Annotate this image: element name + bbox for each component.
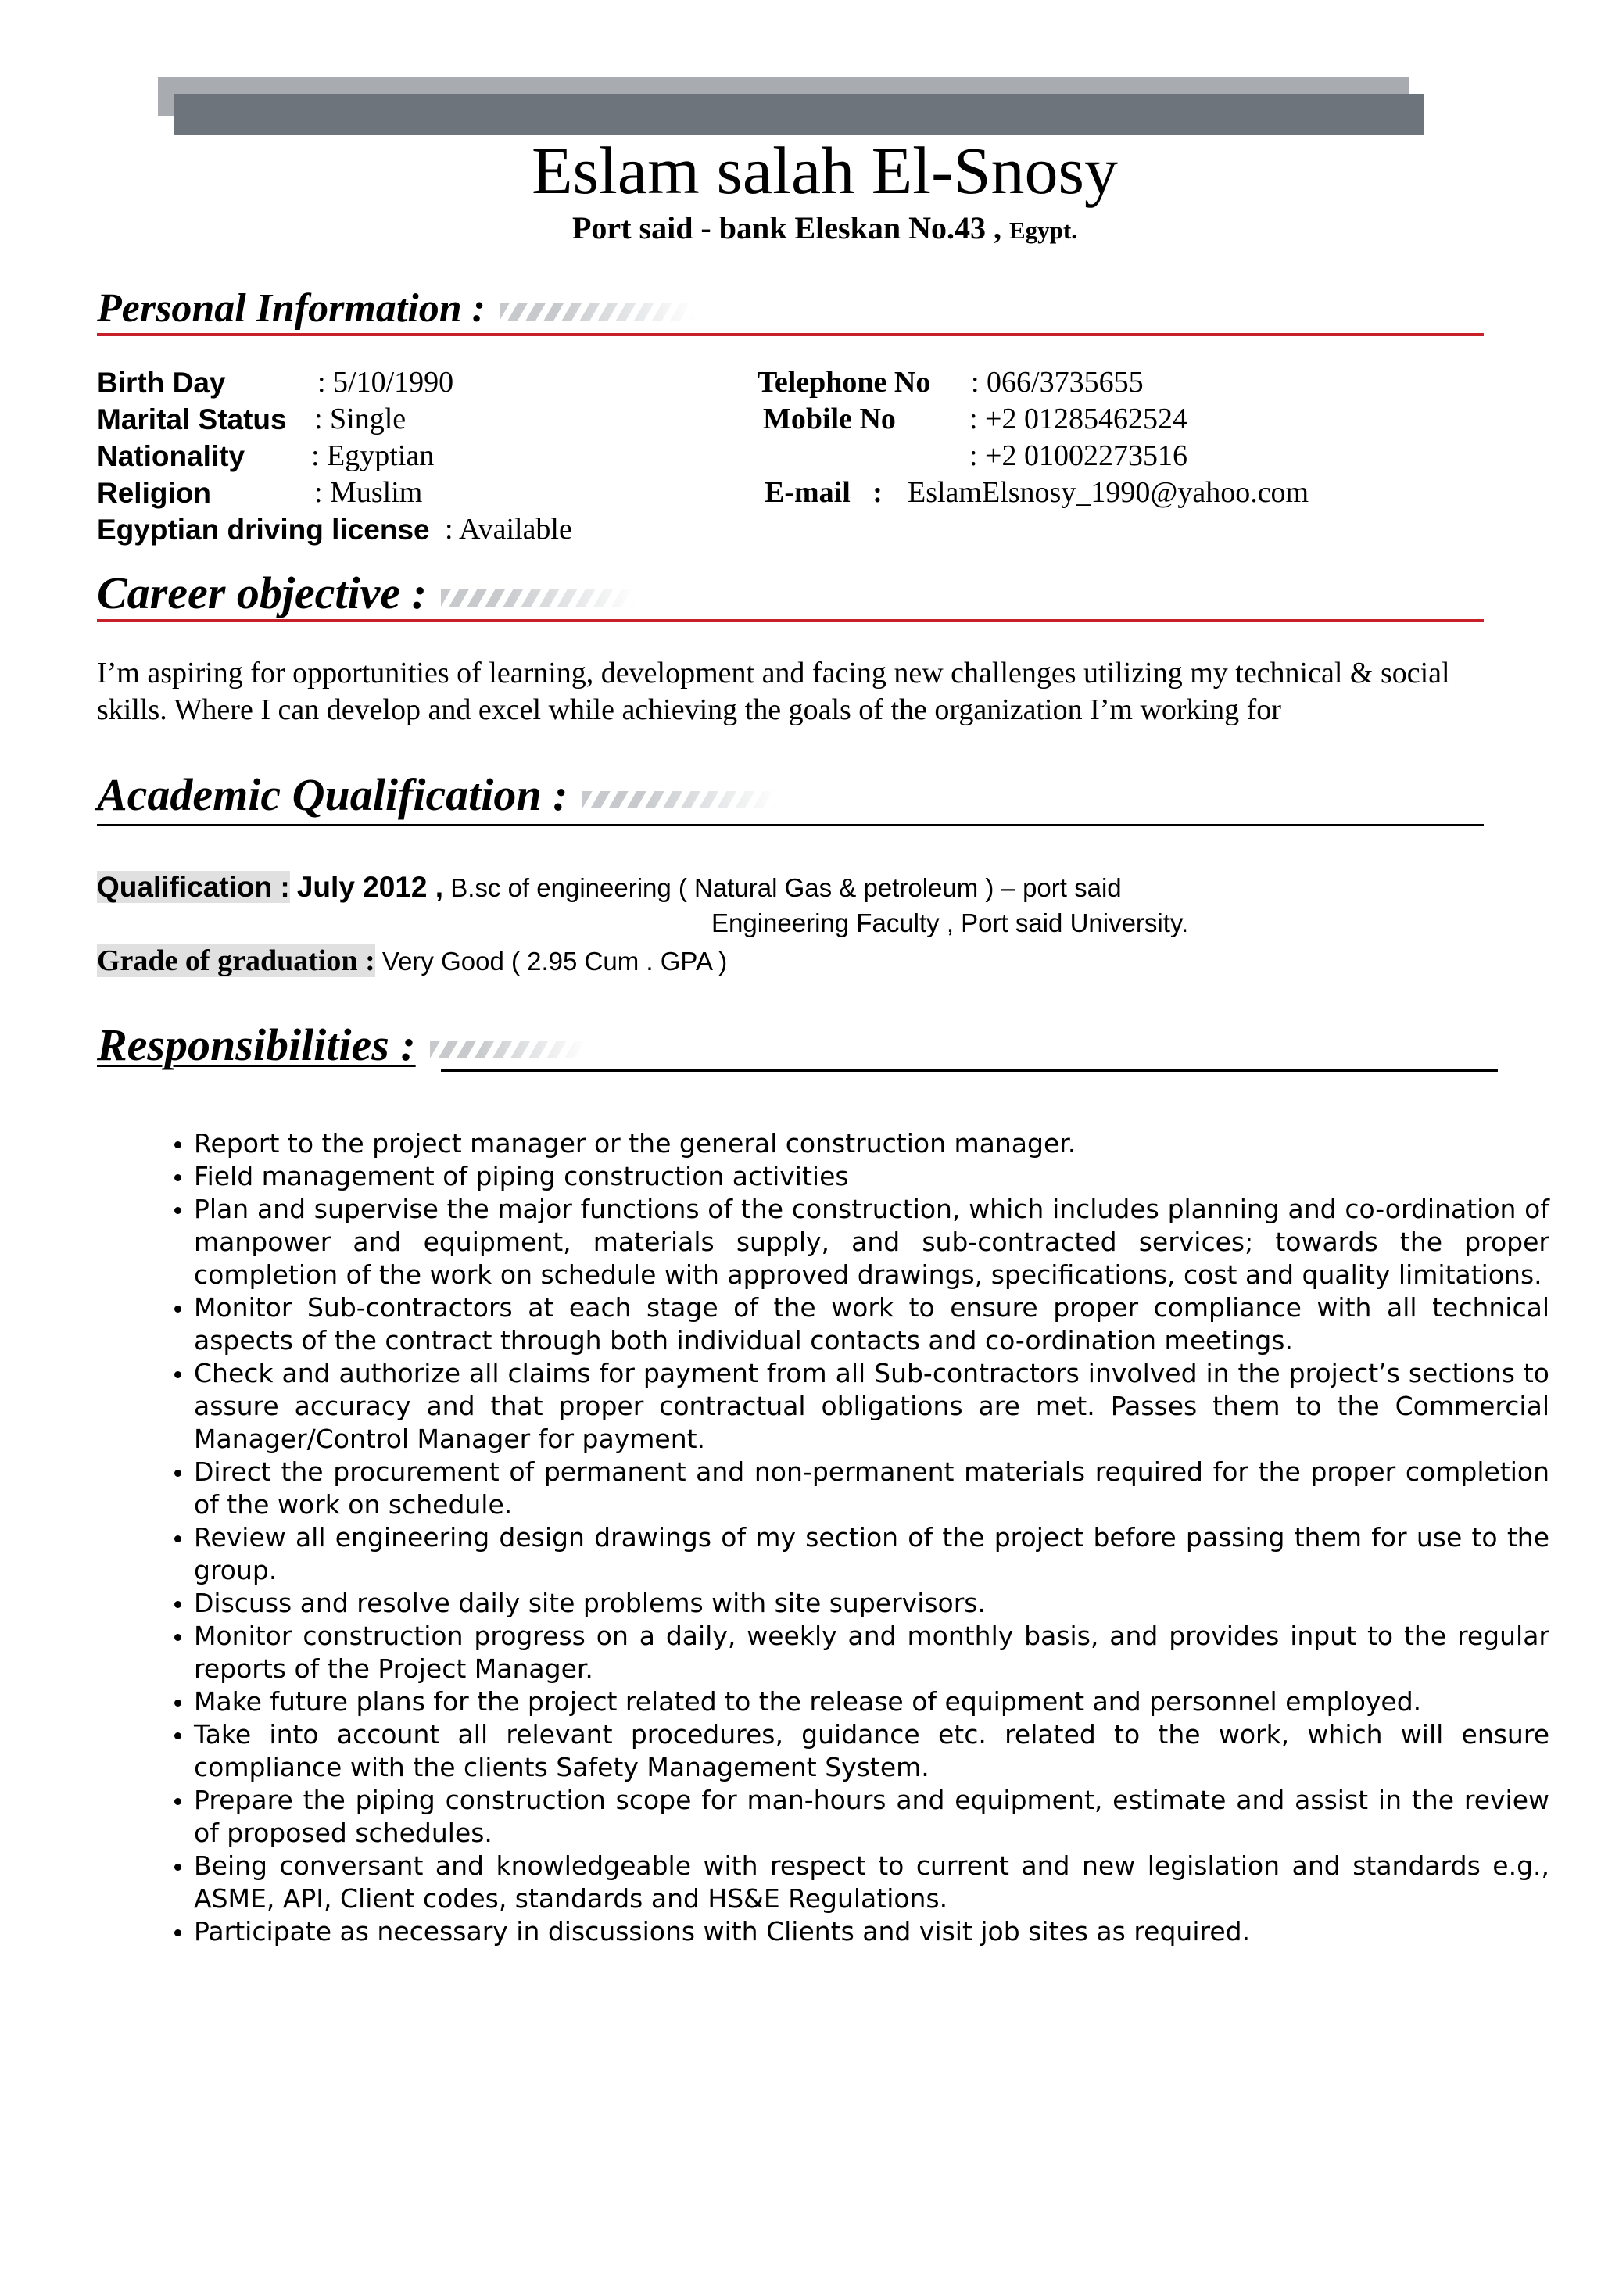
marital-status-value: : Single [314,403,407,435]
birth-day-value: : 5/10/1990 [317,366,454,399]
applicant-address [0,208,1601,251]
personal-info-heading-text: Personal Information : [97,286,485,331]
applicant-name: Eslam salah El-Snosy [531,133,1119,208]
mobile-value-1: : +2 01285462524 [969,403,1187,435]
religion-value: : Muslim [314,476,423,509]
telephone-value: : 066/3735655 [971,366,1144,399]
career-objective-heading [97,564,636,622]
telephone-label: Telephone No [758,366,931,399]
responsibilities-heading-text: Responsibilities : [97,1019,416,1070]
career-objective-text: I’m aspiring for opportunities of learning, development and facing new challenges utilizing my technical & social skills. Where I can develop and excel while achieving the goals of the organization I’m working for [97,657,1450,726]
responsibility-item: • Take into account all relevant procedures, guidance etc. related to the work, which will ensure compliance with the clients Safety Management System. [194,1718,1549,1784]
grade-label-colon: : [365,944,375,977]
heading-stripes-decoration [441,589,636,607]
personal-info-heading [97,281,695,336]
responsibilities-rule [441,1069,1498,1072]
career-objective-heading-text: Career objective : [97,568,427,618]
responsibility-item: • Monitor construction progress on a daily, weekly and monthly basis, and provides input to the regular reports of the Project Manager. [194,1620,1549,1685]
grade-value: Very Good ( 2.95 Cum . GPA ) [381,947,728,976]
qualification-label: Qualification : [97,871,290,903]
heading-stripes-decoration [430,1041,586,1058]
heading-stripes-decoration [500,303,695,321]
religion-label: Religion [97,477,211,509]
personal-info-rule [97,333,1484,336]
qualification-date: July 2012 , [296,871,444,903]
driving-license-label: Egyptian driving license [97,514,430,546]
grade-line [97,943,727,980]
responsibility-item: • Field management of piping construction activities [194,1160,1549,1193]
birth-day-label: Birth Day [97,367,226,399]
responsibility-item: • Direct the procurement of permanent and non-permanent materials required for the proper completion of the work on schedule. [194,1456,1549,1521]
grade-label-text: Grade of graduation [97,944,358,977]
responsibility-item: • Being conversant and knowledgeable with respect to current and new legislation and standards e.g., ASME, API, Client codes, standards and HS&E Regulations. [194,1850,1549,1915]
responsibility-item: • Plan and supervise the major functions of the construction, which includes planning and co-ordination of manpower and equipment, materials supply, and sub-contracted services; towards the proper completion of the work on schedule with approved drawings, specifications, cost and quality limitations. [194,1193,1549,1291]
nationality-label: Nationality [97,440,245,472]
responsibility-item: • Make future plans for the project related to the release of equipment and personnel employed. [194,1685,1549,1718]
email-label: E-mail : [765,476,883,509]
mobile-label: Mobile No [763,403,896,435]
responsibility-item: • Discuss and resolve daily site problems with site supervisors. [194,1587,1549,1620]
qualification-degree: B.sc of engineering ( Natural Gas & petroleum ) – port said [450,873,1122,902]
grade-label [97,944,375,977]
qualification-line [97,869,1122,906]
email-value: EslamElsnosy_1990@yahoo.com [908,476,1309,509]
nationality-value: : Egyptian [311,439,435,472]
responsibilities-heading [97,1016,586,1074]
responsibility-item: • Participate as necessary in discussions with Clients and visit job sites as required. [194,1915,1549,1948]
qualification-faculty: Engineering Faculty , Port said University. [711,908,1189,937]
responsibility-item: • Report to the project manager or the general construction manager. [194,1127,1549,1160]
responsibilities-list [144,1127,1549,1948]
header-bar-front [174,94,1424,135]
academic-heading [97,766,778,824]
responsibility-item: • Check and authorize all claims for payment from all Sub-contractors involved in the project’s sections to assure accuracy and that proper contractual obligations are met. Passes them to the Commercial Manager/Control Manager for payment. [194,1357,1549,1456]
academic-rule [97,824,1484,826]
address-main: Port said - bank Eleskan No.43 , [572,210,1001,245]
responsibility-item: • Monitor Sub-contractors at each stage of the work to ensure proper compliance with all technical aspects of the contract through both individual contacts and co-ordination meetings. [194,1291,1549,1357]
heading-stripes-decoration [582,791,778,808]
marital-status-label: Marital Status [97,403,287,435]
driving-license-value: : Available [445,513,572,546]
mobile-value-2: : +2 01002273516 [969,439,1187,472]
address-country: Egypt. [1008,217,1077,244]
responsibility-item: • Prepare the piping construction scope for man-hours and equipment, estimate and assist in the review of proposed schedules. [194,1784,1549,1850]
career-objective-rule [97,619,1484,622]
responsibility-item: • Review all engineering design drawings of my section of the project before passing them for use to the group. [194,1521,1549,1587]
academic-heading-text: Academic Qualification : [97,769,568,820]
